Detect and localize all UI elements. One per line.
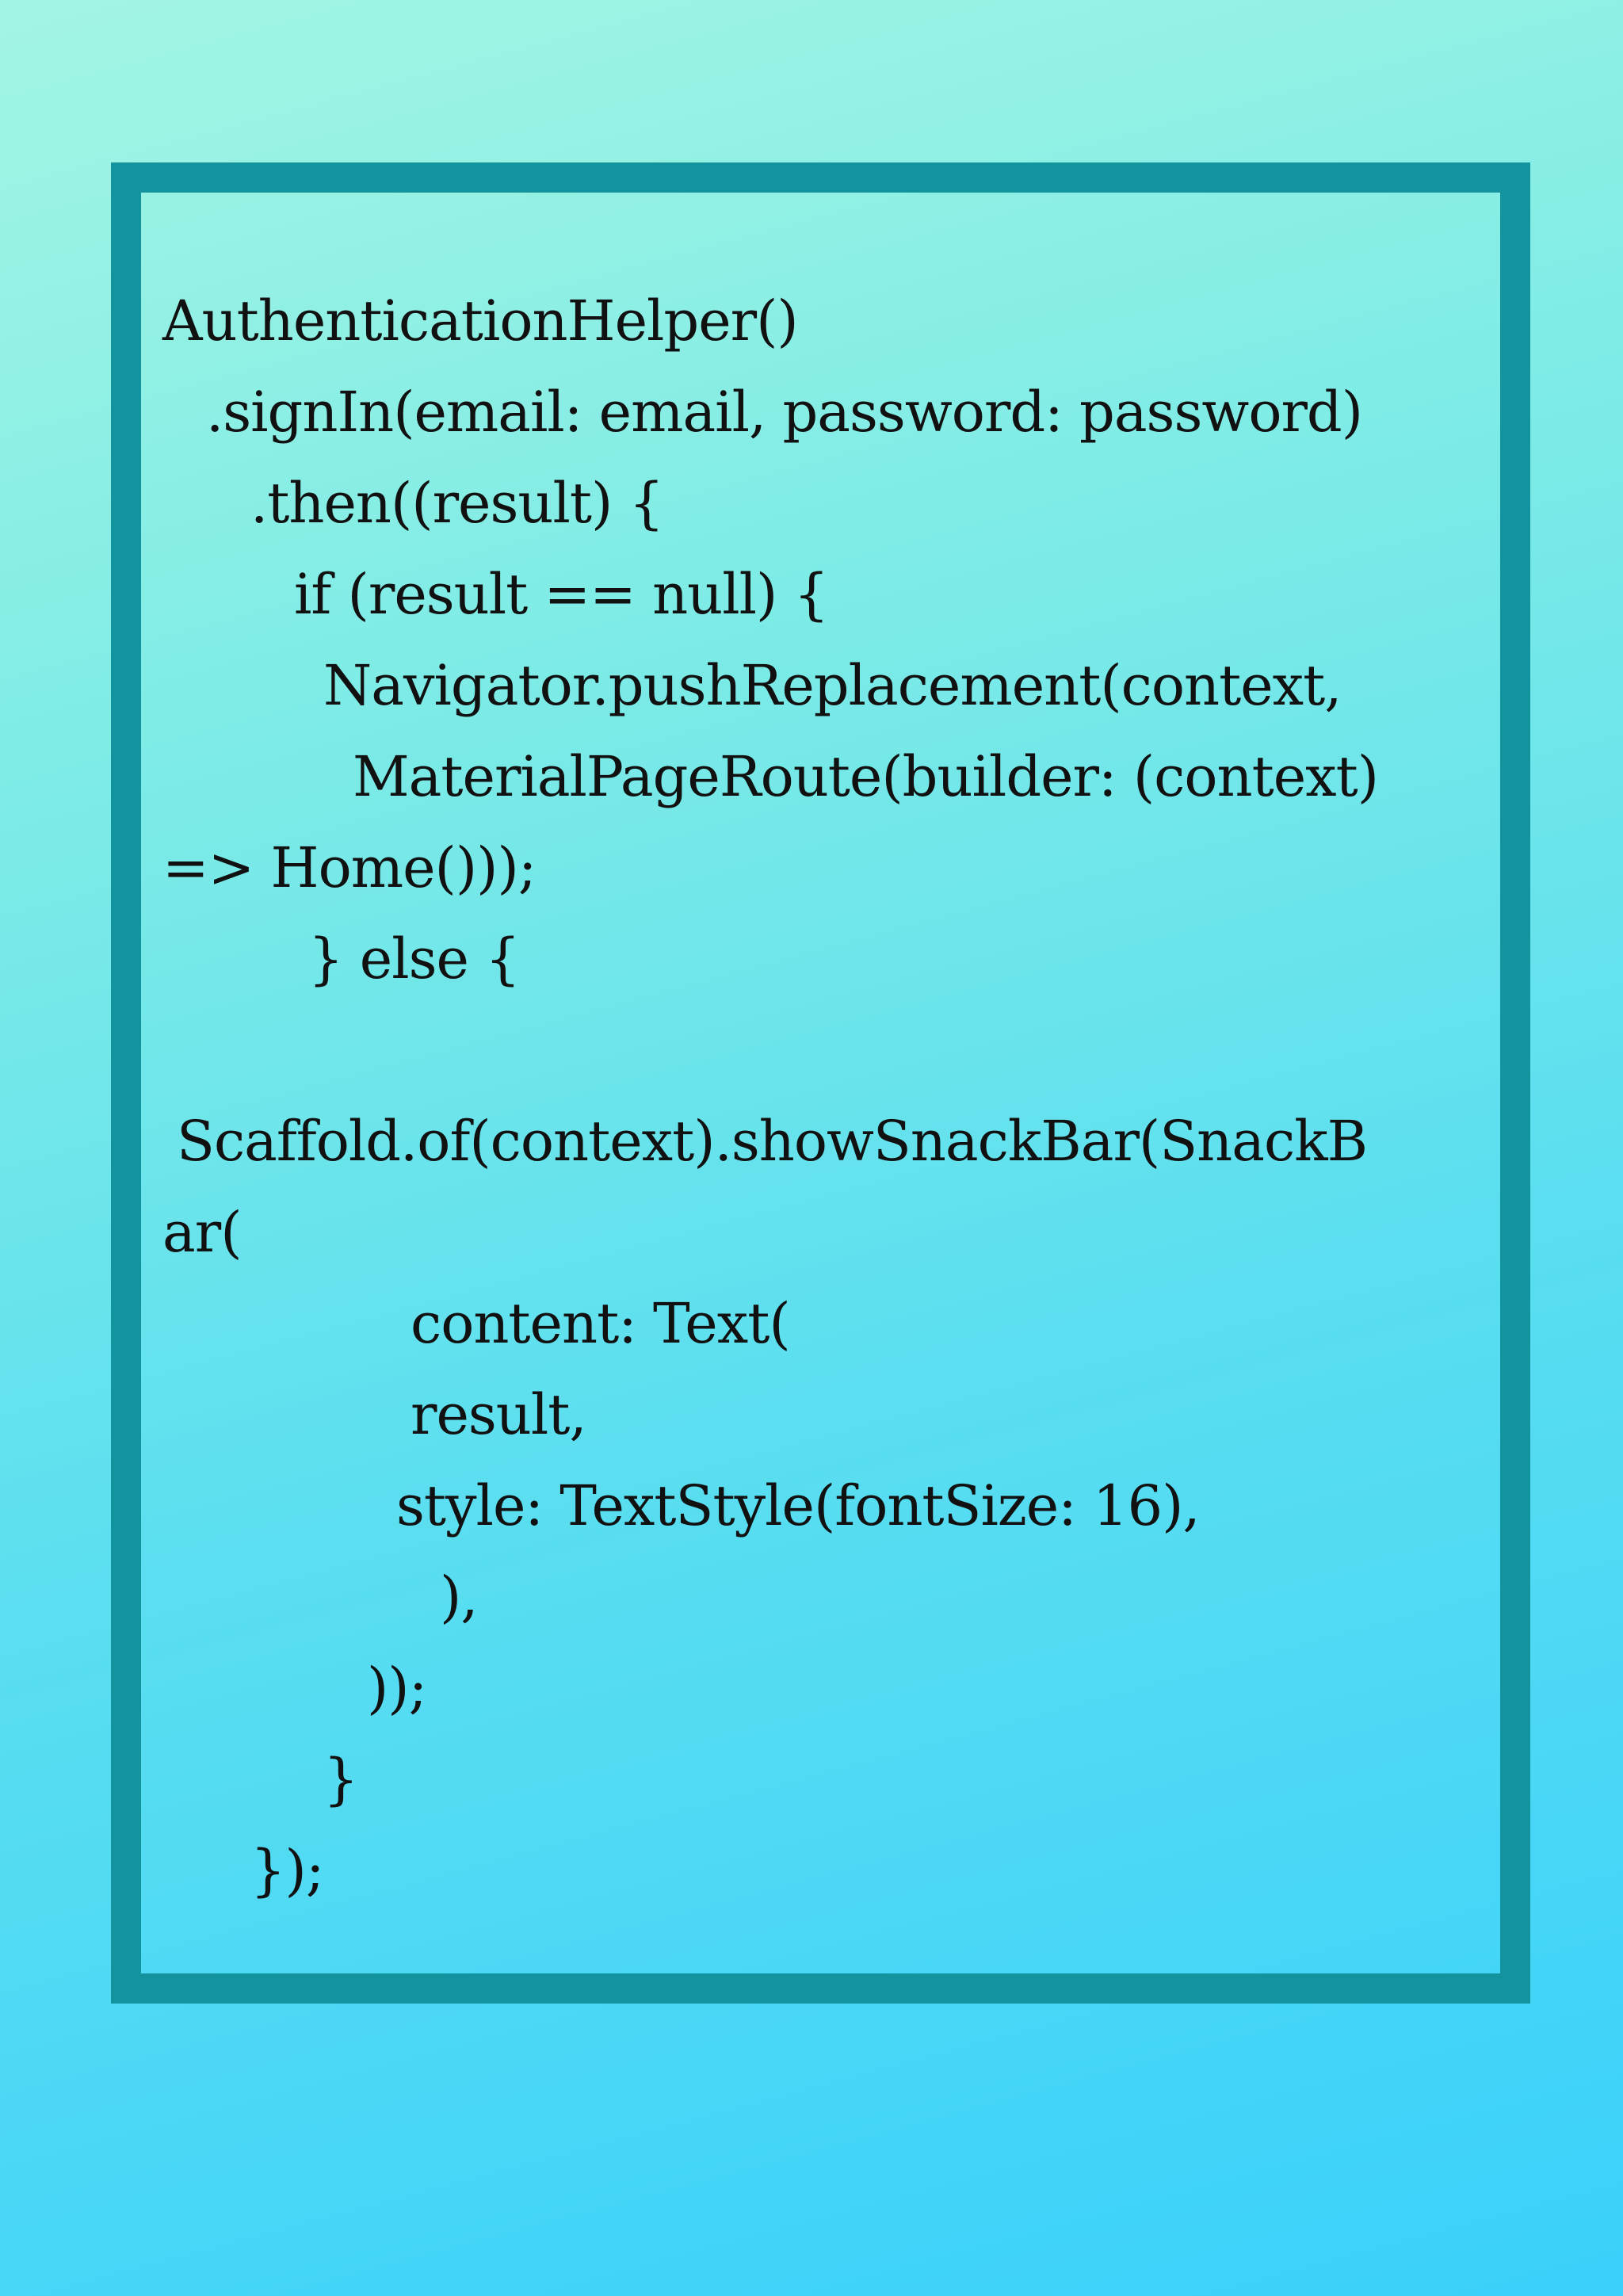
code-line: if (result == null) { (294, 562, 829, 627)
code-line: result, (411, 1382, 586, 1447)
code-line: AuthenticationHelper() (162, 288, 798, 353)
code-line: }); (250, 1838, 324, 1903)
code-line: .signIn(email: email, password: password) (206, 380, 1363, 445)
code-line: } (323, 1747, 358, 1812)
code-line: Scaffold.of(context).showSnackBar(SnackB (177, 1109, 1368, 1174)
code-line: .then((result) { (250, 471, 664, 536)
code-line: MaterialPageRoute(builder: (context) (353, 744, 1379, 809)
code-line: => Home())); (162, 835, 537, 900)
code-line: ar( (162, 1200, 242, 1265)
code-line: } else { (308, 926, 520, 991)
code-line: style: TextStyle(fontSize: 16), (396, 1473, 1200, 1538)
code-line: ), (440, 1564, 478, 1629)
code-line: content: Text( (411, 1291, 790, 1356)
code-line: Navigator.pushReplacement(context, (323, 653, 1342, 718)
code-line: )); (367, 1656, 427, 1721)
